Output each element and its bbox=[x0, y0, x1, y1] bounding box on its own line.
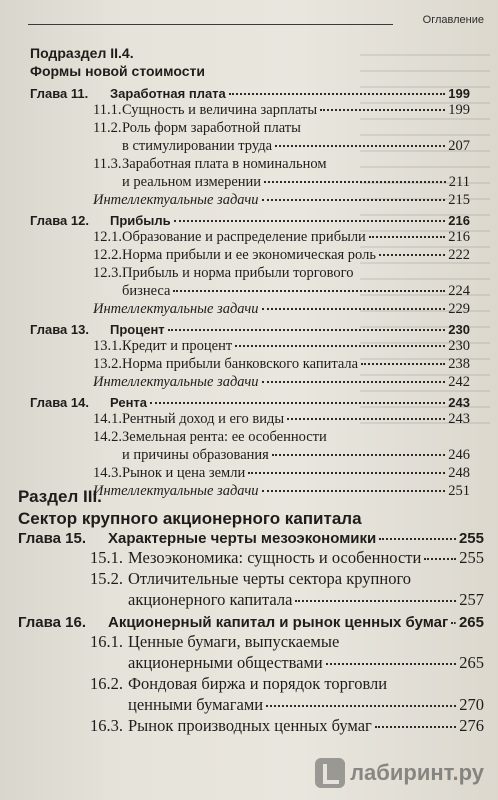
chapter-title-text: Заработная плата bbox=[110, 86, 226, 101]
entry-body bbox=[128, 547, 484, 568]
entry-body bbox=[122, 101, 470, 119]
entry-number: 16.1. bbox=[90, 632, 123, 651]
entry-line bbox=[122, 228, 470, 246]
chapter-title-text: Характерные черты мезоэкономики bbox=[108, 530, 377, 547]
page-number: 243 bbox=[448, 395, 470, 410]
page-number: 230 bbox=[448, 338, 470, 354]
entry-number: 11.1. bbox=[93, 102, 122, 118]
subsection-title: Формы новой стоимости bbox=[30, 63, 205, 79]
dot-leader bbox=[266, 705, 456, 707]
page-number: 224 bbox=[448, 283, 470, 299]
entry-number: 11.2. bbox=[93, 120, 122, 136]
entry-line bbox=[122, 410, 470, 428]
page-number: 265 bbox=[459, 653, 484, 672]
entry-text: Рынок производных ценных бумаг bbox=[128, 716, 372, 735]
watermark-text: лабиринт.ру bbox=[350, 760, 484, 785]
dot-leader bbox=[262, 199, 446, 201]
entry-line bbox=[93, 373, 470, 391]
dot-leader bbox=[150, 402, 445, 404]
entry-body bbox=[122, 337, 470, 355]
entry-text: Образование и распределение прибыли bbox=[122, 229, 366, 245]
page-number: 251 bbox=[448, 483, 470, 499]
page-number: 199 bbox=[448, 102, 470, 118]
part-number: Раздел III. bbox=[18, 487, 102, 506]
toc-entry[interactable] bbox=[18, 715, 484, 736]
entry-line bbox=[122, 101, 470, 119]
chapter-title bbox=[110, 322, 470, 337]
chapter-label: Глава 11. bbox=[30, 86, 89, 101]
entry-text: Рентный доход и его виды bbox=[122, 411, 285, 427]
entry-body bbox=[128, 568, 484, 610]
entry-text: Норма прибыли банковского капитала bbox=[122, 356, 359, 372]
entry-line bbox=[122, 282, 470, 300]
page-number: 222 bbox=[448, 247, 470, 263]
page-number: 216 bbox=[448, 213, 470, 228]
page-number: 215 bbox=[448, 192, 470, 208]
entry-line bbox=[128, 652, 484, 673]
dot-leader bbox=[262, 381, 446, 383]
page-number: 246 bbox=[448, 447, 470, 463]
chapter-title-text: Рента bbox=[110, 395, 148, 410]
entry-text: Фондовая биржа и порядок торговли bbox=[128, 674, 388, 693]
part-title: Сектор крупного акционерного капитала bbox=[18, 509, 362, 528]
entry-number: 12.3. bbox=[93, 265, 122, 281]
entry-body bbox=[122, 410, 470, 428]
entry-text: Прибыль и норма прибыли торгового bbox=[122, 265, 354, 281]
entry-line bbox=[122, 246, 470, 264]
entry-text: Кредит и процент bbox=[122, 338, 233, 354]
chapter-title bbox=[110, 213, 470, 228]
dot-leader bbox=[174, 220, 446, 222]
entry-number: 12.2. bbox=[93, 247, 122, 263]
page-number: 257 bbox=[459, 590, 484, 609]
chapter-label: Глава 16. bbox=[18, 614, 87, 631]
entry-number: 11.3. bbox=[93, 156, 122, 172]
dot-leader bbox=[326, 663, 456, 665]
chapter-label: Глава 12. bbox=[30, 213, 89, 228]
entry-number: 14.1. bbox=[93, 411, 122, 427]
entry-line bbox=[122, 446, 470, 464]
page-number: 265 bbox=[458, 614, 484, 631]
entry-text: Заработная плата в номинальном bbox=[122, 156, 327, 172]
chapter-label: Глава 13. bbox=[30, 322, 89, 337]
dot-leader bbox=[451, 622, 456, 624]
entry-number: 16.3. bbox=[90, 716, 123, 735]
dot-leader bbox=[320, 109, 445, 111]
entry-line bbox=[122, 137, 470, 155]
entry-text: Мезоэкономика: сущность и особенности bbox=[128, 548, 422, 567]
toc-entry[interactable] bbox=[30, 264, 470, 300]
labirint-logo-icon bbox=[315, 758, 345, 788]
toc-entry[interactable] bbox=[30, 228, 470, 246]
dot-leader bbox=[275, 145, 445, 147]
page-number: 238 bbox=[448, 356, 470, 372]
entry-text: Роль форм заработной платы bbox=[122, 120, 301, 136]
toc-entry[interactable] bbox=[18, 673, 484, 715]
entry-number: 14.2. bbox=[93, 429, 122, 445]
entry-text: Рынок и цена земли bbox=[122, 465, 246, 481]
chapter-heading[interactable] bbox=[18, 614, 484, 631]
chapter-heading[interactable] bbox=[30, 322, 470, 337]
entry-text: Земельная рента: ее особенности bbox=[122, 429, 327, 445]
entry-line bbox=[128, 589, 484, 610]
entry-text: Норма прибыли и ее экономическая роль bbox=[122, 247, 376, 263]
page-number: 199 bbox=[448, 86, 470, 101]
toc-entry[interactable] bbox=[30, 410, 470, 428]
chapter-heading[interactable] bbox=[30, 213, 470, 228]
toc-entry[interactable] bbox=[30, 119, 470, 155]
dot-leader bbox=[262, 308, 446, 310]
entry-body bbox=[128, 673, 484, 715]
entry-body bbox=[122, 264, 470, 300]
page-number: 243 bbox=[448, 411, 470, 427]
dot-leader bbox=[295, 600, 456, 602]
dot-leader bbox=[369, 236, 445, 238]
watermark-logo bbox=[315, 758, 484, 788]
entry-body bbox=[128, 715, 484, 736]
entry-text: бизнеса bbox=[122, 283, 171, 299]
dot-leader bbox=[361, 363, 445, 365]
entry-text: в стимулировании труда bbox=[122, 138, 273, 154]
page-number: 255 bbox=[459, 548, 484, 567]
toc-entry[interactable] bbox=[18, 631, 484, 673]
page-number: 211 bbox=[448, 174, 470, 190]
entry-line bbox=[122, 464, 470, 482]
entry-text: Интеллектуальные задачи bbox=[93, 374, 259, 390]
chapter-heading[interactable] bbox=[18, 530, 484, 547]
entry-body bbox=[128, 631, 484, 673]
header-rule bbox=[28, 24, 393, 25]
running-header: Оглавление bbox=[422, 14, 484, 26]
entry-text: Интеллектуальные задачи bbox=[93, 483, 259, 499]
dot-leader bbox=[272, 454, 445, 456]
entry-text: акционерными обществами bbox=[128, 653, 323, 672]
toc-section-a bbox=[30, 82, 470, 500]
chapter-title-text: Акционерный капитал и рынок ценных бумаг bbox=[108, 614, 449, 631]
dot-leader bbox=[379, 538, 456, 540]
chapter-title bbox=[110, 86, 470, 101]
toc-entry[interactable] bbox=[30, 337, 470, 355]
entry-line bbox=[122, 173, 470, 191]
toc-entry[interactable] bbox=[30, 246, 470, 264]
page-number: 216 bbox=[448, 229, 470, 245]
dot-leader bbox=[287, 418, 445, 420]
dot-leader bbox=[424, 558, 456, 560]
entry-text: Сущность и величина зарплаты bbox=[122, 102, 318, 118]
page-number: 276 bbox=[459, 716, 484, 735]
entry-text: ценными бумагами bbox=[128, 695, 264, 714]
entry-body bbox=[122, 464, 470, 482]
dot-leader bbox=[168, 329, 446, 331]
entry-line bbox=[93, 191, 470, 209]
tasks-entry[interactable] bbox=[30, 373, 470, 391]
toc-entry[interactable] bbox=[18, 568, 484, 610]
dot-leader bbox=[375, 726, 456, 728]
entry-number: 16.2. bbox=[90, 674, 123, 693]
entry-number: 14.3. bbox=[93, 465, 122, 481]
tasks-entry[interactable] bbox=[30, 191, 470, 209]
subsection-heading bbox=[30, 44, 450, 80]
page-number: 230 bbox=[448, 322, 470, 337]
dot-leader bbox=[379, 254, 445, 256]
toc-entry[interactable] bbox=[30, 355, 470, 373]
entry-number: 13.1. bbox=[93, 338, 122, 354]
page-number: 229 bbox=[448, 301, 470, 317]
entry-body bbox=[122, 355, 470, 373]
entry-line bbox=[128, 694, 484, 715]
chapter-title bbox=[108, 530, 484, 547]
dot-leader bbox=[173, 290, 445, 292]
entry-number: 15.1. bbox=[90, 548, 123, 567]
entry-body bbox=[122, 428, 470, 464]
chapter-label: Глава 14. bbox=[30, 395, 89, 410]
entry-text: Интеллектуальные задачи bbox=[93, 301, 259, 317]
dot-leader bbox=[264, 181, 446, 183]
toc-entry[interactable] bbox=[30, 464, 470, 482]
entry-text: Интеллектуальные задачи bbox=[93, 192, 259, 208]
entry-body bbox=[122, 228, 470, 246]
dot-leader bbox=[248, 472, 445, 474]
toc-entry[interactable] bbox=[18, 547, 484, 568]
entry-text: Ценные бумаги, выпускаемые bbox=[128, 632, 340, 651]
entry-number: 12.1. bbox=[93, 229, 122, 245]
entry-line bbox=[122, 355, 470, 373]
chapter-label: Глава 15. bbox=[18, 530, 87, 547]
page-number: 255 bbox=[458, 530, 484, 547]
entry-text: и причины образования bbox=[122, 447, 269, 463]
chapter-title-text: Процент bbox=[110, 322, 165, 337]
entry-number: 13.2. bbox=[93, 356, 122, 372]
page-number: 207 bbox=[448, 138, 470, 154]
page-number: 248 bbox=[448, 465, 470, 481]
entry-line bbox=[128, 547, 484, 568]
entry-text: акционерного капитала bbox=[128, 590, 293, 609]
page-number: 242 bbox=[448, 374, 470, 390]
toc-entry[interactable] bbox=[30, 101, 470, 119]
entry-text: и реальном измерении bbox=[122, 174, 262, 190]
tasks-entry[interactable] bbox=[30, 300, 470, 318]
entry-number: 15.2. bbox=[90, 569, 123, 588]
entry-body bbox=[122, 119, 470, 155]
entry-body bbox=[122, 246, 470, 264]
entry-line bbox=[128, 715, 484, 736]
entry-line bbox=[122, 337, 470, 355]
entry-body bbox=[122, 155, 470, 191]
chapter-heading[interactable] bbox=[30, 395, 470, 410]
entry-text: Отличительные черты сектора крупного bbox=[128, 569, 412, 588]
dot-leader bbox=[235, 345, 445, 347]
dot-leader bbox=[229, 93, 446, 95]
toc-entry[interactable] bbox=[30, 155, 470, 191]
subsection-number: Подраздел II.4. bbox=[30, 45, 134, 61]
chapter-title bbox=[108, 614, 484, 631]
toc-entry[interactable] bbox=[30, 428, 470, 464]
chapter-heading[interactable] bbox=[30, 86, 470, 101]
chapter-title-text: Прибыль bbox=[110, 213, 171, 228]
page-number: 270 bbox=[459, 695, 484, 714]
part-heading bbox=[18, 486, 478, 530]
entry-line bbox=[93, 300, 470, 318]
toc-section-b bbox=[18, 526, 484, 736]
chapter-title bbox=[110, 395, 470, 410]
